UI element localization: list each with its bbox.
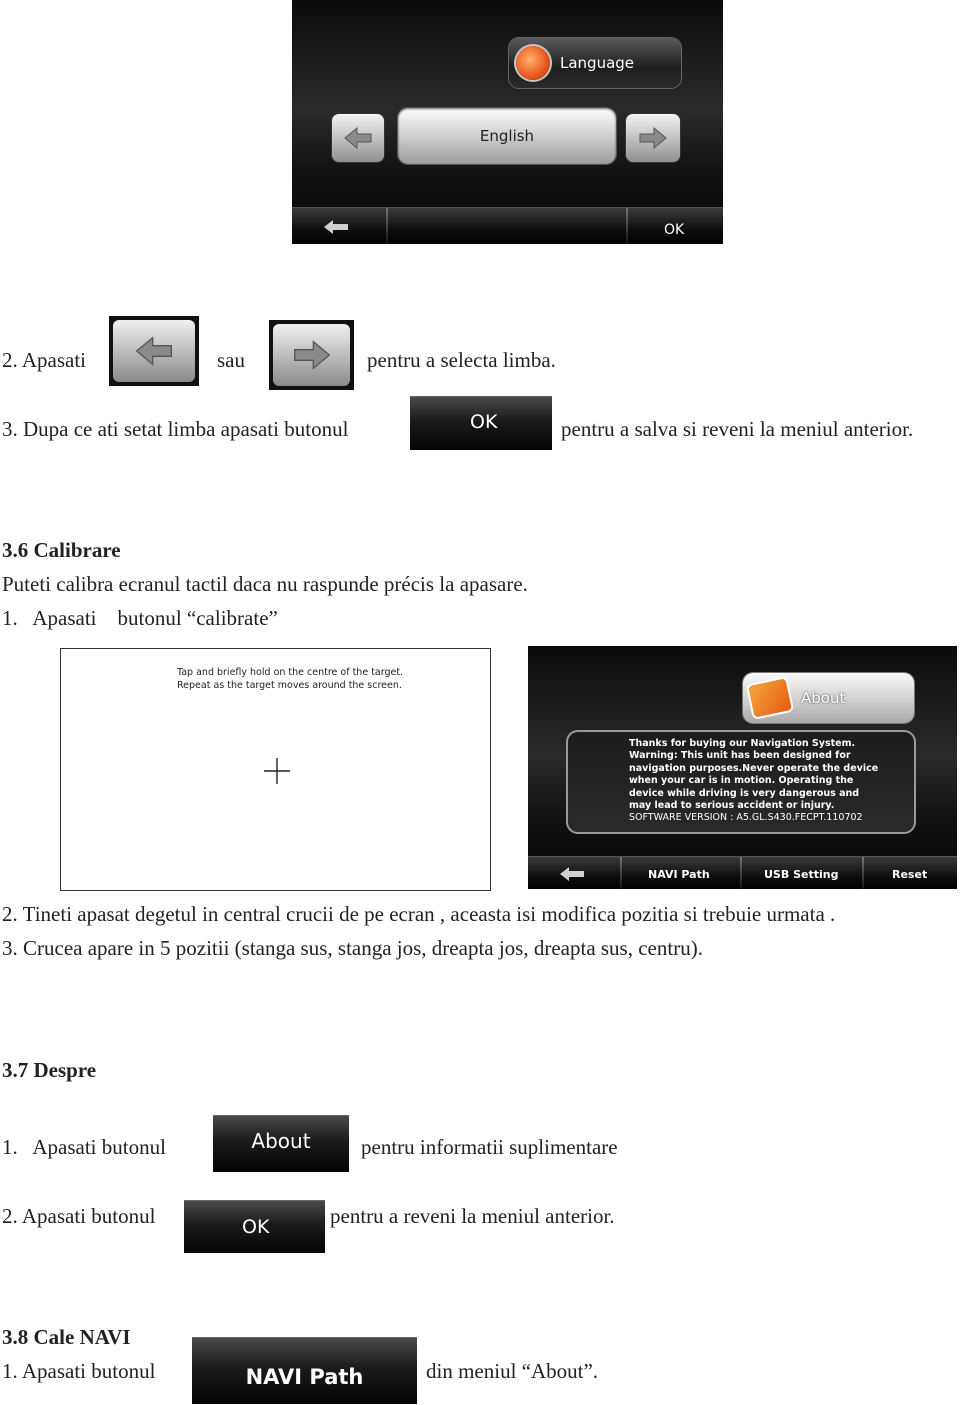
book-icon	[748, 678, 792, 717]
arrow-left-icon	[132, 335, 176, 367]
back-arrow-icon[interactable]	[558, 865, 586, 883]
previous-language-button[interactable]	[332, 114, 384, 162]
despre-heading: 3.7 Despre	[2, 1058, 97, 1082]
calibrare-heading: 3.6 Calibrare	[2, 538, 121, 562]
inline-left-arrow-button	[109, 316, 199, 386]
step3-lang-prefix: 3. Dupa ce ati setat limba apasati butonul	[2, 417, 349, 441]
ok-button[interactable]: OK	[664, 222, 685, 238]
step2-lang-prefix: 2. Apasati	[2, 348, 86, 372]
language-header-label: Language	[560, 54, 635, 72]
reset-button[interactable]: Reset	[892, 868, 928, 881]
language-screen	[292, 0, 723, 244]
inline-ok-label-2: OK	[242, 1216, 270, 1238]
arrow-right-icon	[290, 339, 334, 371]
calibration-target-icon[interactable]	[263, 757, 291, 785]
step2-lang-middle: sau	[217, 348, 245, 372]
navi-heading: 3.8 Cale NAVI	[2, 1325, 131, 1349]
navi-step1-prefix: 1. Apasati butonul	[2, 1359, 156, 1383]
language-header	[509, 38, 681, 88]
arrow-left-icon	[343, 126, 373, 150]
about-line: Thanks for buying our Navigation System.	[629, 738, 856, 749]
arrow-right-icon	[638, 126, 668, 150]
calibration-instruction-1: Tap and briefly hold on the centre of the target.	[177, 667, 404, 678]
despre-step1-suffix: pentru informatii suplimentare	[361, 1135, 618, 1159]
inline-navi-path-label: NAVI Path	[245, 1365, 364, 1389]
about-line: navigation purposes.Never operate the device	[629, 762, 879, 774]
current-language: English	[479, 127, 535, 145]
calibrare-step3: 3. Crucea apare in 5 pozitii (stanga sus, stanga jos, dreapta jos, dreapta sus, centru).	[2, 936, 703, 960]
about-header	[743, 673, 914, 723]
about-text-box	[566, 730, 916, 834]
inline-ok-button	[410, 396, 552, 450]
navi-path-button[interactable]: NAVI Path	[648, 868, 710, 881]
next-language-button[interactable]	[626, 114, 680, 162]
about-header-label: About	[801, 689, 846, 707]
navi-step1-suffix: din meniul “About”.	[426, 1359, 599, 1383]
language-bottom-bar	[292, 207, 723, 244]
about-line: when your car is in motion. Operating the	[629, 775, 854, 787]
back-arrow-icon[interactable]	[322, 218, 350, 236]
about-line: Warning: This unit has been designed for	[629, 750, 851, 762]
calibrare-intro: Puteti calibra ecranul tactil daca nu raspunde précis la apasare.	[2, 572, 528, 596]
about-screen	[528, 646, 957, 889]
about-line: may lead to serious accident or injury.	[629, 800, 835, 812]
about-line: SOFTWARE VERSION : A5.GL.S430.FECPT.110702	[629, 812, 863, 824]
calibration-instruction-2: Repeat as the target moves around the screen.	[177, 680, 402, 691]
inline-about-button	[213, 1115, 349, 1172]
inline-right-arrow-button	[269, 320, 354, 390]
despre-step2-suffix: pentru a reveni la meniul anterior.	[330, 1204, 615, 1228]
step2-lang-suffix: pentru a selecta limba.	[367, 348, 556, 372]
inline-navi-path-button	[192, 1337, 417, 1404]
calibrare-step2: 2. Tineti apasat degetul in central crucii de pe ecran , aceasta isi modifica pozitia si trebuie urmata .	[2, 902, 836, 926]
inline-about-label: About	[251, 1129, 311, 1153]
about-line: device while driving is very dangerous and	[629, 787, 860, 799]
globe-icon	[516, 46, 550, 80]
language-value-display	[398, 108, 616, 164]
usb-setting-button[interactable]: USB Setting	[764, 868, 839, 881]
despre-step1-prefix: 1. Apasati butonul	[2, 1135, 166, 1159]
calibrare-step1: 1. Apasati butonul “calibrate”	[2, 606, 278, 630]
step3-lang-suffix: pentru a salva si reveni la meniul anterior.	[561, 417, 914, 441]
inline-ok-label: OK	[470, 411, 498, 433]
about-bottom-bar	[528, 856, 957, 889]
despre-step2-prefix: 2. Apasati butonul	[2, 1204, 156, 1228]
inline-ok-button-2	[184, 1200, 325, 1253]
calibration-screen[interactable]	[60, 648, 491, 891]
